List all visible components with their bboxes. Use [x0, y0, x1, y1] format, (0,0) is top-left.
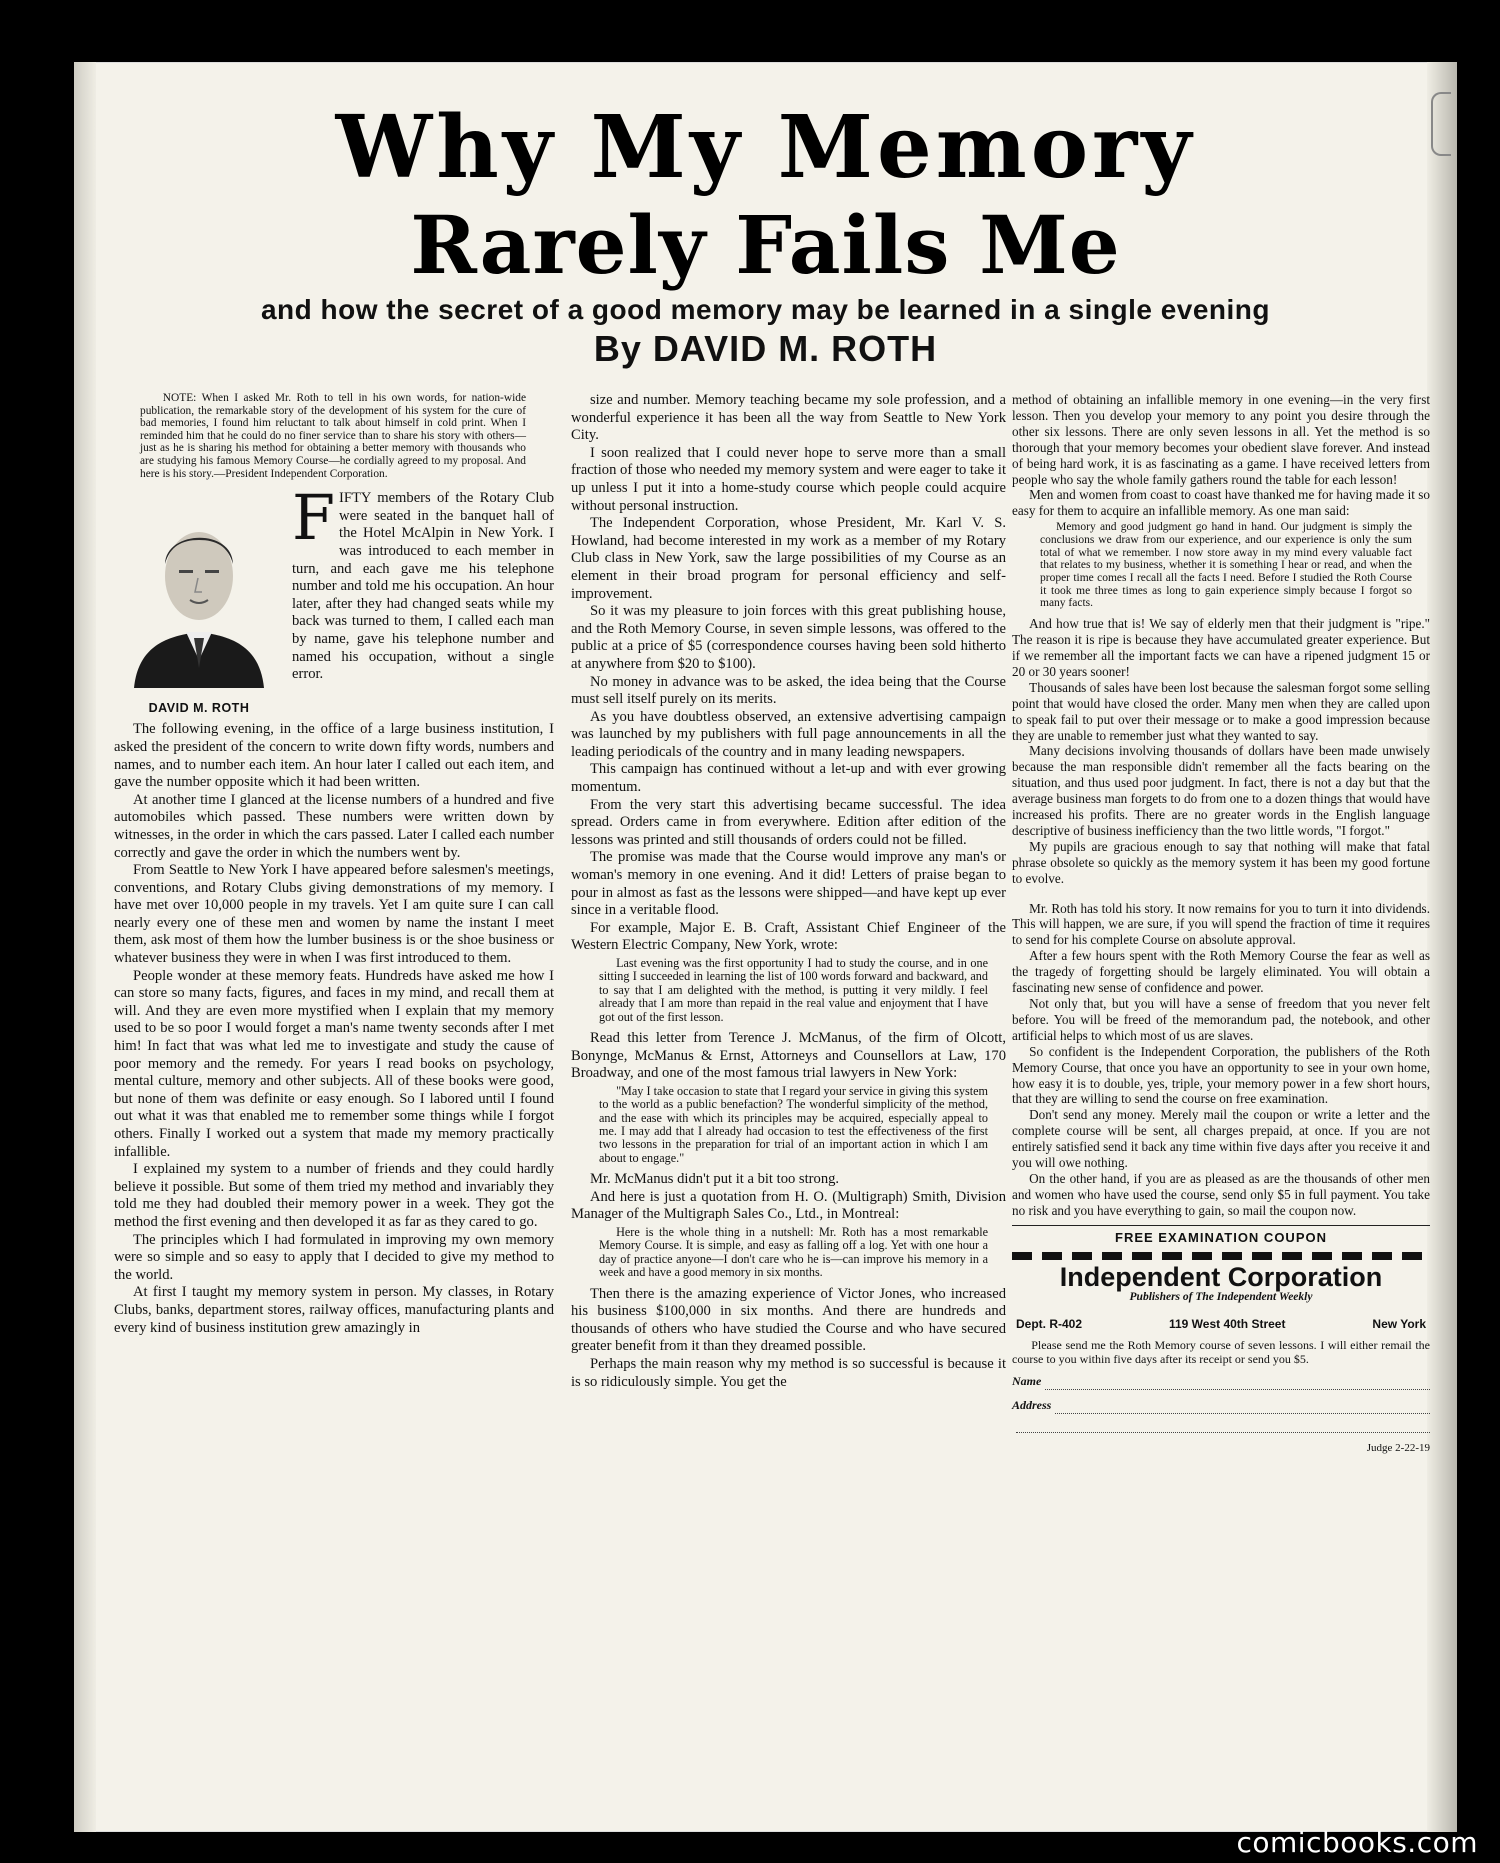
headline-line-2: Rarely Fails Me — [410, 198, 1121, 292]
body-paragraph: So it was my pleasure to join forces with this great publishing house, and the Roth Memory Course, in seven simple lessons, was offered to the public at a price of $5 (correspondence courses having been sold hitherto at anywhere from $20 to $100). — [571, 603, 1006, 672]
author-portrait-image — [124, 498, 274, 688]
coupon-body: Please send me the Roth Memory course of seven lessons. I will either remail the course to you within five days after its receipt or send you $5. — [1012, 1338, 1430, 1366]
column-1-body — [114, 721, 554, 1337]
coupon-cut-line — [1012, 1252, 1430, 1260]
name-line[interactable] — [1045, 1379, 1430, 1390]
body-paragraph: Thousands of sales have been lost because the salesman forgot some selling point that would have closed the order. Many men when they are called upon to speak fail to put over their message or to make a good impression because they are unable to remember just what they wanted to say. — [1012, 679, 1430, 743]
subheadline: and how the secret of a good memory may be learned in a single evening — [260, 294, 1271, 325]
body-paragraph: Men and women from coast to coast have thanked me for having made it so easy for them to acquire an infallible memory. As one man said: — [1012, 487, 1430, 519]
body-paragraph: So confident is the Independent Corporation, the publishers of the Roth Memory Course, that once you have an opportunity to see in your own home, how easy it is to double, yes, triple, your memory power in a few short hours, that they are willing to send the course on free examination. — [1012, 1043, 1430, 1107]
coupon-city: New York — [1372, 1317, 1426, 1332]
body-paragraph: At another time I glanced at the license numbers of a hundred and five automobiles which passed. These numbers were written down by witnesses, in the order in which the cars passed. Later I called each number correctly and gave the order in which the numbers went by. — [114, 791, 554, 861]
opening-text: IFTY members of the Rotary Club were seated in the banquet hall of the Hotel McAlpin in New York. I was introduced to each member in turn, and each gave me his telephone number and told me his occupation. An hour later, after they had changed seats while my back was turned to them, I called each man by name, gave his telephone number and named his occupation, without a single error. — [292, 490, 554, 683]
body-paragraph: method of obtaining an infallible memory in one evening—in the very first lesson. Then you develop your memory to any point you desire through the other six lessons. There are only seven lessons in all. Yet the method is so thorough that your memory becomes your obedient slave forever. And instead of being hard work, it is as fascinating as a game. I have received letters from people who say the whole family gathers round the table for each lesson! — [1012, 392, 1430, 487]
testimonial-quote: "May I take occasion to state that I regard your service in giving this system to the world as a public benefaction? The wonderful simplicity of the method, and the ease with which its principles may be acquired, especially appeal to me. I may add that I already had occasion to test the effectiveness of the first two lessons in the preparation for trial of an important action in which I am about to engage." — [599, 1083, 988, 1165]
address-line[interactable] — [1055, 1403, 1430, 1414]
body-paragraph: size and number. Memory teaching became my sole profession, and a wonderful experience it has been all the way from Seattle to New York City. — [571, 392, 1006, 444]
extra-line[interactable] — [1016, 1422, 1430, 1433]
body-paragraph: Perhaps the main reason why my method is so successful is because it is so ridiculously simple. You get the — [571, 1356, 1006, 1390]
body-paragraph: And how true that is! We say of elderly men that their judgment is "ripe." The reason it is ripe is because they have accumulated greater experience. But if we remember all the important facts we can have a ripened judgment 15 or 20 or 30 years sooner! — [1012, 616, 1430, 679]
coupon-heading: FREE EXAMINATION COUPON — [1012, 1225, 1430, 1246]
body-paragraph: I explained my system to a number of friends and they could hardly believe it possible. But some of them tried my method and invariably they told me they had doubled their memory power in a week. They got the method the first evening and then developed it as far as they cared to go. — [114, 1161, 554, 1230]
testimonial-quote: Here is the whole thing in a nutshell: Mr. Roth has a most remarkable Memory Course. It is simple, and easy as falling off a log. Yet with one hour a day of practice anyone—I don't care who he is—can improve his memory in a week and have a good memory in six months. — [599, 1225, 988, 1280]
body-paragraph: Not only that, but you will have a sense of freedom that you never felt before. You will be freed of the memorandum pad, the notebook, and other artificial helps to which most of us are slaves. — [1012, 996, 1430, 1043]
body-paragraph: Mr. McManus didn't put it a bit too strong. — [589, 1171, 840, 1188]
body-paragraph: From Seattle to New York I have appeared before salesmen's meetings, conventions, and Rotary Clubs giving demonstrations of my memory. I have met over 10,000 people in my travels. Yet I am quite sure I can call nearly every one of these men and women by name the instant I meet them, ask most of them how the lumber business is or the shoe business or whatever business they were in when I was first introduced to them. — [114, 862, 554, 967]
section-gap — [1012, 887, 1430, 901]
magazine-page — [74, 62, 1457, 1832]
body-paragraph: As you have doubtless observed, an extensive advertising campaign was launched by my publishers with full page announcements in all the leading periodicals of the country and in many leading newspapers. — [571, 708, 1006, 760]
editor-note: NOTE: When I asked Mr. Roth to tell in his own words, for nation-wide publication, the remarkable story of the development of his system for the cure of bad memories, I found him reluctant to talk about himself in cold print. When I reminded him that he could do no finer service than to share his story with others—just as he is sharing his method for obtaining a better memory with thousands who are studying his famous Memory Course—he cordially agreed to my proposal. And here is his story.—President Independent Corporation. — [140, 392, 526, 480]
coupon-address-row — [1016, 1317, 1426, 1333]
body-paragraph: From the very start this advertising became successful. The idea spread. Orders came in from everywhere. Edition after edition of the lessons was printed and still thousands of orders could not be filled. — [571, 796, 1006, 848]
column-2 — [571, 392, 1006, 1391]
coupon-name-field[interactable] — [1012, 1374, 1430, 1390]
byline: By DAVID M. ROTH — [593, 328, 938, 369]
body-paragraph: People wonder at these memory feats. Hundreds have asked me how I can store so many facts, figures, and faces in my mind, and recall them at will. And they are even more mystified when I explain that my memory used to be so poor I would forget a man's name twenty seconds after I met him! In fact that was what led me to investigate and study the cause of poor memory and the remedy. For years I read books on psychology, mental culture, memory and other subjects. All of these books were good, but none of them was definite or easy enough. So I labored until I found out what it was that enabled me to remember some things while I forgot others. Finally I worked out a system that made my memory practically infallible. — [114, 967, 554, 1160]
coupon-footer: Judge 2-22-19 — [1366, 1442, 1430, 1455]
body-paragraph: This campaign has continued without a let-up and with ever growing momentum. — [571, 761, 1006, 796]
body-paragraph: The Independent Corporation, whose President, Mr. Karl V. S. Howland, had become interested in my work as a member of my Rotary Club class in New York, saw the large possibilities of my Course as an element in their broad program for personal efficiency and self-improvement. — [571, 515, 1006, 602]
body-paragraph: Many decisions involving thousands of dollars have been made unwisely because the man responsible didn't remember all the facts bearing on the situation, and thus used poor judgment. In fact, there is not a day but that the average business man forgets to do from one to a dozen things that would have increased his profits. There are no greater words in the English language descriptive of business inefficiency than the two little words, "I forgot." — [1012, 743, 1430, 838]
body-paragraph: The following evening, in the office of a large business institution, I asked the president of the concern to write down fifty words, numbers and names, and to number each item. An hour later I called out each item, and gave the number opposite which it had been written. — [114, 721, 554, 791]
body-paragraph: Then there is the amazing experience of Victor Jones, who increased his business $100,000 in six months. And there are hundreds and thousands of others who have studied the Course and who have secured greater benefit from it than they dreamed possible. — [571, 1285, 1006, 1355]
body-paragraph: And here is just a quotation from H. O. (Multigraph) Smith, Division Manager of the Multigraph Sales Co., Ltd., in Montreal: — [571, 1188, 1006, 1223]
body-paragraph: The promise was made that the Course would improve any man's or woman's memory in one evening. And it did! Letters of praise began to pour in almost as fast as the lessons were shipped—and have kept up ever since in a veritable flood. — [571, 849, 1006, 919]
coupon-extra-line[interactable] — [1012, 1422, 1430, 1433]
drop-cap: F — [292, 481, 336, 555]
coupon-address-field[interactable] — [1012, 1398, 1430, 1414]
body-paragraph: After a few hours spent with the Roth Memory Course the fear as well as the tragedy of forgetting should be largely eliminated. You will obtain a fascinating new sense of confidence and power. — [1012, 948, 1430, 996]
coupon-company: Independent Corporation — [1059, 1261, 1383, 1292]
body-paragraph: Read this letter from Terence J. McManus, of the firm of Olcott, Bonynge, McManus & Ernst, Attorneys and Counsellors at Law, 170 Broadway, and one of the most famous trial lawyers in New York: — [571, 1030, 1006, 1082]
body-paragraph: On the other hand, if you are as pleased as are the thousands of other men and women who have used the course, send only $5 in full payment. You take no risk and you have everything to gain, so mail the coupon now. — [1012, 1170, 1430, 1218]
testimonial-quote: Memory and good judgment go hand in hand. Our judgment is simply the conclusions we draw from our experience, and our experience is only the sum total of what we remember. I now store away in my mind every valuable fact that relates to my business, whether it is something I hear or read, and when the proper time comes I recall all the facts I need. Before I studied the Roth Course it took me three times as long to gain experience simply because I forgot so many facts. — [1040, 521, 1412, 610]
coupon-publishers: Publishers of The Independent Weekly — [1129, 1290, 1313, 1303]
site-watermark: comicbooks.com — [1236, 1826, 1478, 1859]
column-1 — [114, 392, 554, 1337]
coupon-name-label: Name — [1012, 1374, 1042, 1389]
testimonial-quote: Last evening was the first opportunity I had to study the course, and in one sitting I succeeded in learning the list of 100 words forward and backward, and to say that I am delighted with the method, is putting it very mildly. I feel already that I am more than repaid in the real value and enjoyment that I have got out of the first lesson. — [599, 956, 988, 1024]
body-paragraph: No money in advance was to be asked, the idea being that the Course must sell itself purely on its merits. — [571, 673, 1006, 708]
column-3 — [1012, 392, 1430, 1457]
column-3-body — [1012, 392, 1430, 1219]
headline-line-1: Why My Memory — [335, 97, 1196, 198]
body-paragraph: The principles which I had formulated in improving my own memory were so simple and so easy to apply that I decided to give my method to the world. — [114, 1231, 554, 1283]
body-paragraph: Don't send any money. Merely mail the coupon or write a letter and the complete course will be sent, all charges prepaid, at once. If you are not entirely satisfied send it back any time within five days after you receive it and you will owe nothing. — [1012, 1107, 1430, 1171]
coupon-dept: Dept. R-402 — [1016, 1317, 1083, 1332]
body-paragraph: For example, Major E. B. Craft, Assistant Chief Engineer of the Western Electric Company, New York, wrote: — [571, 919, 1006, 954]
coupon-address-label: Address — [1012, 1398, 1052, 1413]
body-paragraph: Mr. Roth has told his story. It now remains for you to turn it into dividends. This will happen, we are sure, if you will spend the fraction of time it requires to send for his complete Course on absolute approval. — [1012, 900, 1430, 948]
body-paragraph: My pupils are gracious enough to say that nothing will make that fatal phrase obsolete so quickly as the memory system it has been my good fortune to evolve. — [1012, 838, 1430, 886]
body-paragraph: I soon realized that I could never hope to serve more than a small fraction of those who needed my memory system and were eager to take it up unless I put it into a home-study course which people could acquire without personal instruction. — [571, 444, 1006, 514]
portrait-caption: DAVID M. ROTH — [148, 700, 250, 715]
coupon-street: 119 West 40th Street — [1168, 1317, 1286, 1332]
body-paragraph: At first I taught my memory system in person. My classes, in Rotary Clubs, banks, department stores, railway offices, manufacturing plants and every kind of business institution grew amazingly in — [114, 1284, 554, 1336]
author-portrait-block — [118, 498, 280, 717]
